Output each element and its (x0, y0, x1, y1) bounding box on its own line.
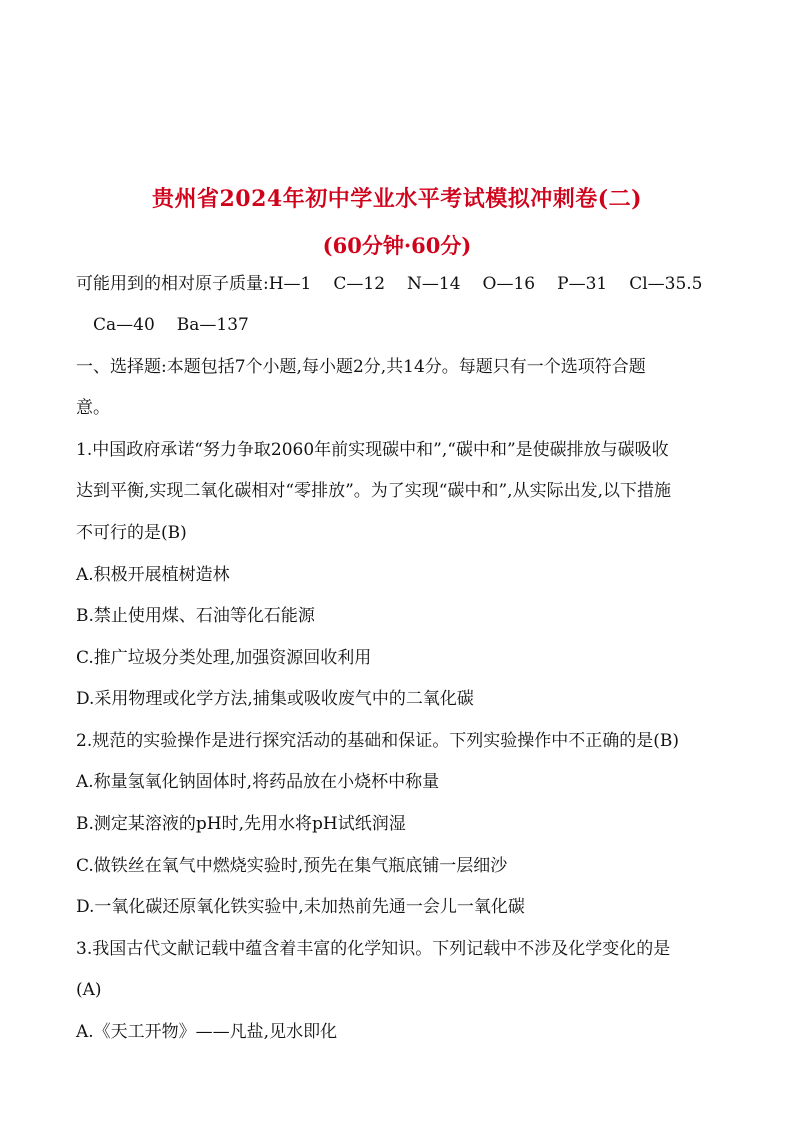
section-intro: 意。 (76, 398, 110, 418)
question-1-option-d: D.采用物理或化学方法,捕集或吸收废气中的二氧化碳 (76, 689, 474, 709)
atomic-mass-item: H—1 (268, 274, 312, 294)
atomic-mass-item: P—31 (557, 274, 608, 294)
atomic-mass-item: Ba—137 (176, 315, 249, 335)
question-3-text: (A) (76, 980, 102, 1000)
section-intro: 一、选择题:本题包括7个小题,每小题2分,共14分。每题只有一个选项符合题 (76, 357, 646, 377)
exam-title: 贵州省2024年初中学业水平考试模拟冲刺卷(二) (151, 186, 643, 212)
question-2-option-c: C.做铁丝在氧气中燃烧实验时,预先在集气瓶底铺一层细沙 (76, 856, 508, 876)
question-2-option-b: B.测定某溶液的pH时,先用水将pH试纸润湿 (76, 814, 406, 834)
atomic-mass-prefix: 可能用到的相对原子质量: (76, 274, 269, 294)
atomic-mass-item: Ca—40 (93, 315, 155, 335)
atomic-mass-item: O—16 (482, 274, 536, 294)
atomic-mass-line-2 (93, 314, 249, 336)
question-3-option-a: A.《天工开物》——凡盐,见水即化 (76, 1022, 338, 1042)
question-3-text: 3.我国古代文献记载中蕴含着丰富的化学知识。下列记载中不涉及化学变化的是 (76, 939, 671, 959)
question-1-text: 1.中国政府承诺“努力争取2060年前实现碳中和”,“碳中和”是使碳排放与碳吸收 (76, 440, 669, 460)
atomic-mass-item: C—12 (333, 274, 386, 294)
question-1-text: 达到平衡,实现二氧化碳相对“零排放”。为了实现“碳中和”,从实际出发,以下措施 (76, 481, 671, 501)
question-2-option-a: A.称量氢氧化钠固体时,将药品放在小烧杯中称量 (76, 772, 440, 792)
exam-subtitle: (60分钟·60分) (322, 233, 472, 258)
question-1-text: 不可行的是(B) (76, 523, 187, 543)
question-2-text: 2.规范的实验操作是进行探究活动的基础和保证。下列实验操作中不正确的是(B) (76, 731, 679, 751)
question-1-option-c: C.推广垃圾分类处理,加强资源回收利用 (76, 648, 372, 668)
question-1-option-a: A.积极开展植树造林 (76, 565, 230, 585)
atomic-mass-line-1 (76, 273, 703, 295)
atomic-mass-item: N—14 (407, 274, 461, 294)
question-2-option-d: D.一氧化碳还原氧化铁实验中,未加热前先通一会儿一氧化碳 (76, 897, 525, 917)
atomic-mass-item: Cl—35.5 (629, 274, 703, 294)
question-1-option-b: B.禁止使用煤、石油等化石能源 (76, 606, 315, 626)
